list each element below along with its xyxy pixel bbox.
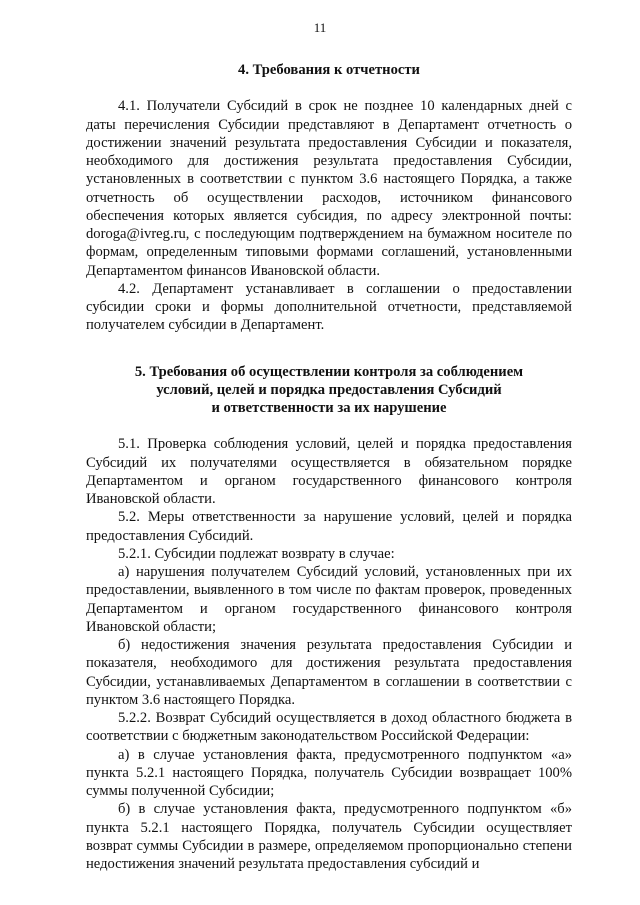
section-5-title-line-1: 5. Требования об осуществлении контроля за соблюдением [134,363,524,380]
paragraph-5-2-2-a: а) в случае установления факта, предусмотренного подпунктом «а» пункта 5.2.1 настоящего Порядка, получатель Субсидии возвращает 100% суммы полученной Субсидии; [86,746,572,799]
paragraph-5-2-1-b: б) недостижения значения результата предоставления Субсидии и показателя, необходимого для достижения результата предоставления Субсидии, устанавливаемых Департаментом в соглашении в соответствии с пунктом 3.6 настоящего Порядка. [86,637,572,708]
section-5-title-line-3: и ответственности за их нарушение [211,400,447,416]
section-5-title [86,363,572,418]
paragraph-5-2-1-a: а) нарушения получателем Субсидий условий, установленных при их предоставлении, выявленного в том числе по фактам проверок, проведенных Департаментом и органом государственного финансового контроля Ивановской области; [86,564,572,635]
page-number: 11 [313,20,327,35]
page-content [86,61,572,873]
paragraph-4-1: 4.1. Получатели Субсидий в срок не позднее 10 календарных дней с даты перечисления Субсидии представляют в Департамент отчетность о достижении значений результата предоставления Субсидии и показателя, необходимого для достижения результата предоставления Субсидии, установленных в соответствии с пунктом 3.6 настоящего Порядка, а также отчетность об осуществлении расходов, источником финансового обеспечения которых является субсидия, по адресу электронной почты: doroga@ivreg.ru, с последующим подтверждением на бумажном носителе по формам, определенным типовыми формами соглашений, установленными Департаментом финансов Ивановской области. [86,98,572,279]
paragraph-5-2: 5.2. Меры ответственности за нарушение условий, целей и порядка предоставления Субсидий. [86,509,572,544]
paragraph-5-1: 5.1. Проверка соблюдения условий, целей и порядка предоставления Субсидий их получателями осуществляется в обязательном порядке Департаментом и органом государственного финансового контроля Ивановской области. [86,436,572,507]
paragraph-5-2-1: 5.2.1. Субсидии подлежат возврату в случае: [118,545,395,562]
section-4-title: 4. Требования к отчетности [238,62,420,78]
paragraph-5-2-2: 5.2.2. Возврат Субсидий осуществляется в доход областного бюджета в соответствии с бюджетным законодательством Российской Федерации: [86,710,572,745]
section-5-title-line-2: условий, целей и порядка предоставления Субсидий [156,381,502,398]
paragraph-4-2: 4.2. Департамент устанавливает в соглашении о предоставлении субсидии сроки и формы дополнительной отчетности, представляемой получателем субсидии в Департамент. [86,280,572,334]
paragraph-5-2-2-b: б) в случае установления факта, предусмотренного подпунктом «б» пункта 5.2.1 настоящего Порядка, получатель Субсидии осуществляет возврат суммы Субсидии в размере, определяемом пропорционально степени недостижения значений результата предоставления субсидий и [86,801,572,872]
